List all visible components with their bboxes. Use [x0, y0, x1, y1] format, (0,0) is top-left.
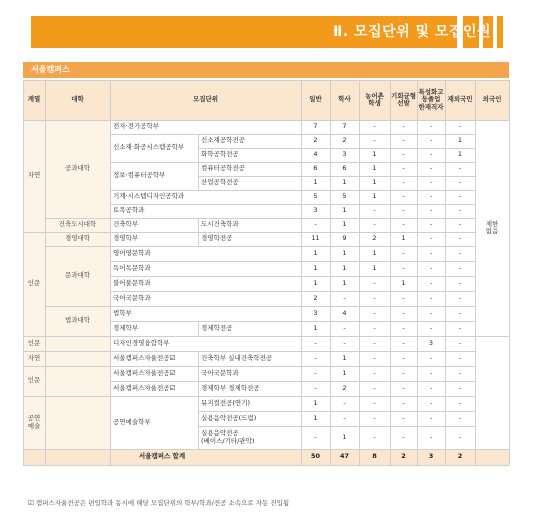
- quota-cell: 1: [301, 261, 330, 276]
- quota-cell: 6: [301, 162, 330, 176]
- grid-line: [110, 381, 198, 382]
- grid-line: [475, 449, 509, 450]
- unit-cell: 서울캠퍼스자율전공☑: [110, 351, 198, 366]
- quota-cell: -: [390, 261, 417, 276]
- quota-cell: 3: [301, 204, 330, 218]
- col-header-quota: 기회균형 선발: [390, 80, 417, 120]
- quota-cell: -: [445, 190, 475, 204]
- quota-cell: 3: [417, 336, 445, 351]
- quota-cell: -: [359, 120, 390, 134]
- quota-cell: -: [445, 204, 475, 218]
- quota-cell: -: [445, 120, 475, 134]
- quota-cell: 1: [330, 426, 359, 449]
- grid-line: [110, 336, 198, 337]
- quota-cell: -: [390, 162, 417, 176]
- major-cell: 실용음악전공(드럼): [198, 411, 301, 426]
- quota-cell: -: [417, 134, 445, 148]
- quota-cell: 1: [330, 351, 359, 366]
- quota-cell: 6: [330, 162, 359, 176]
- quota-cell: -: [417, 176, 445, 190]
- grid-line: [390, 80, 391, 465]
- quota-cell: -: [301, 366, 330, 381]
- quota-cell: -: [390, 134, 417, 148]
- quota-cell: -: [445, 306, 475, 321]
- grid-line: [301, 80, 302, 465]
- grid-line: [110, 321, 198, 322]
- quota-cell: -: [359, 381, 390, 396]
- grid-line: [198, 366, 475, 367]
- quota-cell: -: [301, 351, 330, 366]
- quota-cell: -: [359, 134, 390, 148]
- quota-cell: -: [445, 351, 475, 366]
- grid-line: [198, 204, 475, 205]
- col-header-quota: 농어촌 학생: [359, 80, 390, 120]
- quota-cell: -: [445, 396, 475, 411]
- quota-cell: 1: [359, 176, 390, 190]
- quota-cell: 4: [330, 306, 359, 321]
- quota-cell: -: [445, 411, 475, 426]
- quota-cell: 2: [301, 291, 330, 306]
- grid-line: [23, 465, 509, 466]
- grid-line: [198, 321, 475, 322]
- grid-line: [509, 80, 510, 465]
- quota-cell: 5: [330, 190, 359, 204]
- quota-cell: -: [359, 426, 390, 449]
- grid-line: [110, 291, 198, 292]
- quota-cell: -: [417, 190, 445, 204]
- section-title: Ⅱ. 모집단위 및 모집인원: [333, 24, 491, 40]
- quota-cell: -: [417, 204, 445, 218]
- quota-cell: -: [359, 351, 390, 366]
- unit-cell: 신소재·화공시스템공학부: [110, 134, 198, 162]
- grid-line: [198, 276, 475, 277]
- quota-cell: -: [359, 366, 390, 381]
- grid-line: [110, 162, 198, 163]
- quota-cell: 4: [301, 148, 330, 162]
- grid-line: [23, 336, 45, 337]
- quota-cell: 1: [359, 261, 390, 276]
- grid-line: [198, 351, 199, 366]
- quota-cell: 5: [301, 190, 330, 204]
- quota-cell: -: [330, 321, 359, 336]
- series-cell: 자연: [23, 351, 45, 366]
- major-cell: 경제학전공: [198, 321, 301, 336]
- grid-line: [198, 148, 475, 149]
- grid-line: [198, 190, 475, 191]
- grid-line: [198, 426, 199, 449]
- quota-cell: 1: [330, 218, 359, 232]
- total-value: 8: [359, 449, 390, 465]
- quota-cell: -: [359, 291, 390, 306]
- major-cell: 도시건축학과: [198, 218, 301, 232]
- quota-cell: -: [445, 366, 475, 381]
- grid-line: [23, 366, 45, 367]
- quota-cell: -: [330, 396, 359, 411]
- unit-cell: 공연예술학부: [110, 396, 198, 449]
- major-cell: 실용음악전공 (베이스/기타/관악): [198, 426, 301, 449]
- quota-cell: -: [417, 411, 445, 426]
- grid-line: [110, 449, 198, 450]
- grid-line: [359, 80, 360, 465]
- quota-cell: 1: [359, 190, 390, 204]
- series-cell: 인문: [23, 336, 45, 351]
- quota-cell: -: [417, 276, 445, 291]
- grid-line: [198, 336, 475, 337]
- quota-cell: -: [390, 190, 417, 204]
- quota-cell: 7: [330, 120, 359, 134]
- col-header-quota: 특성화고 등졸업 한재직자: [417, 80, 445, 120]
- grid-line: [198, 134, 199, 148]
- quota-cell: -: [390, 246, 417, 261]
- quota-cell: -: [390, 396, 417, 411]
- grid-line: [110, 204, 198, 205]
- quota-cell: 2: [330, 381, 359, 396]
- grid-line: [110, 218, 198, 219]
- grid-line: [110, 261, 198, 262]
- grid-line: [198, 246, 475, 247]
- quota-cell: -: [445, 232, 475, 246]
- college-cell: 건축도시대학: [45, 218, 110, 232]
- unit-cell: 영어영문학과: [110, 246, 301, 261]
- quota-cell: 1: [330, 261, 359, 276]
- foreign-quota-empty: [475, 336, 509, 449]
- quota-cell: -: [417, 321, 445, 336]
- quota-cell: 1: [330, 276, 359, 291]
- total-value: 3: [417, 449, 445, 465]
- college-cell-empty: [45, 366, 110, 396]
- quota-cell: -: [390, 351, 417, 366]
- grid-line: [198, 366, 199, 381]
- grid-line: [110, 306, 198, 307]
- quota-cell: 2: [330, 134, 359, 148]
- unit-cell: 경제학부: [110, 321, 198, 336]
- grid-line: [45, 232, 110, 233]
- col-header-unit: 모집단위: [110, 80, 301, 120]
- quota-cell: -: [417, 120, 445, 134]
- quota-cell: -: [445, 176, 475, 190]
- grid-line: [475, 80, 476, 465]
- section-header: [31, 16, 501, 48]
- grid-line: [198, 232, 475, 233]
- quota-cell: -: [417, 162, 445, 176]
- quota-cell: -: [390, 148, 417, 162]
- series-cell: 공연 예술: [23, 396, 45, 449]
- unit-cell: 경영학부: [110, 232, 198, 246]
- quota-cell: -: [445, 246, 475, 261]
- col-header-quota: 일반: [301, 80, 330, 120]
- unit-cell: 디자인경영융합학부: [110, 336, 301, 351]
- quota-cell: -: [390, 411, 417, 426]
- quota-cell: 1: [301, 246, 330, 261]
- quota-cell: 1: [330, 176, 359, 190]
- quota-cell: -: [445, 426, 475, 449]
- grid-line: [198, 449, 475, 450]
- total-value: 2: [445, 449, 475, 465]
- quota-cell: -: [417, 232, 445, 246]
- grid-line: [198, 381, 475, 382]
- grid-line: [198, 381, 199, 396]
- quota-cell: 2: [301, 134, 330, 148]
- quota-cell: -: [330, 291, 359, 306]
- grid-line: [110, 80, 111, 465]
- major-cell: 산업공학전공: [198, 176, 301, 190]
- grid-line: [198, 176, 475, 177]
- grid-line: [23, 120, 509, 121]
- grid-line: [23, 80, 24, 465]
- series-cell: 자연: [23, 120, 45, 232]
- grid-line: [198, 134, 475, 135]
- quota-cell: -: [390, 176, 417, 190]
- grid-line: [198, 218, 475, 219]
- major-cell: 뮤지컬전공(연기): [198, 396, 301, 411]
- grid-line: [23, 396, 45, 397]
- college-cell-empty: [45, 351, 110, 366]
- grid-line: [198, 291, 475, 292]
- total-label: 서울캠퍼스 합계: [23, 449, 301, 465]
- major-cell: 신소재공학전공: [198, 134, 301, 148]
- quota-cell: -: [417, 148, 445, 162]
- quota-cell: 1: [330, 246, 359, 261]
- grid-line: [45, 306, 110, 307]
- quota-cell: -: [445, 162, 475, 176]
- unit-cell: 기계·시스템디자인공학과: [110, 190, 301, 204]
- college-cell: 문과대학: [45, 246, 110, 306]
- quota-cell: -: [445, 381, 475, 396]
- quota-cell: 1: [330, 366, 359, 381]
- grid-line: [198, 261, 475, 262]
- col-header-college: 대학: [45, 80, 110, 120]
- foreign-quota-note: 제한 없음: [475, 120, 509, 336]
- col-header-quota: 외국인: [475, 80, 509, 120]
- quota-cell: -: [445, 276, 475, 291]
- quota-cell: -: [417, 351, 445, 366]
- quota-cell: 1: [301, 176, 330, 190]
- grid-line: [198, 148, 199, 162]
- grid-line: [198, 411, 475, 412]
- grid-line: [198, 162, 199, 176]
- grid-line: [198, 396, 475, 397]
- unit-cell: 서울캠퍼스자율전공☑: [110, 366, 198, 381]
- campus-label: 서울캠퍼스: [23, 62, 509, 78]
- quota-cell: -: [445, 321, 475, 336]
- quota-cell: -: [359, 396, 390, 411]
- quota-cell: -: [390, 306, 417, 321]
- quota-cell: 7: [301, 120, 330, 134]
- col-header-series: 계열: [23, 80, 45, 120]
- unit-cell: 불어불문학과: [110, 276, 301, 291]
- quota-cell: -: [390, 381, 417, 396]
- quota-cell: -: [390, 426, 417, 449]
- grid-line: [198, 306, 475, 307]
- grid-line: [23, 351, 45, 352]
- major-cell: 컴퓨터공학전공: [198, 162, 301, 176]
- grid-line: [198, 162, 475, 163]
- grid-line: [198, 232, 199, 246]
- major-cell: 경영학전공: [198, 232, 301, 246]
- grid-line: [198, 426, 475, 427]
- grid-line: [417, 80, 418, 465]
- quota-cell: 9: [330, 232, 359, 246]
- grid-line: [23, 80, 509, 81]
- grid-line: [45, 366, 110, 367]
- quota-cell: -: [301, 426, 330, 449]
- grid-line: [110, 232, 198, 233]
- quota-cell: 1: [359, 148, 390, 162]
- total-value-empty: [475, 449, 509, 465]
- quota-cell: -: [359, 336, 390, 351]
- unit-cell: 국어국문학과: [110, 291, 301, 306]
- grid-line: [110, 396, 198, 397]
- quota-cell: -: [359, 204, 390, 218]
- quota-cell: -: [417, 218, 445, 232]
- unit-cell: 독어독문학과: [110, 261, 301, 276]
- grid-line: [198, 176, 199, 190]
- quota-cell: -: [359, 411, 390, 426]
- major-cell: 건축학부 실내건축학전공: [198, 351, 301, 366]
- grid-line: [45, 218, 110, 219]
- quota-cell: -: [417, 261, 445, 276]
- quota-cell: -: [417, 246, 445, 261]
- quota-cell: -: [417, 426, 445, 449]
- quota-cell: 1: [445, 148, 475, 162]
- major-cell: 국어국문학과: [198, 366, 301, 381]
- quota-cell: -: [445, 261, 475, 276]
- total-value: 47: [330, 449, 359, 465]
- quota-cell: -: [417, 396, 445, 411]
- quota-cell: -: [390, 218, 417, 232]
- quota-cell: 1: [301, 276, 330, 291]
- unit-cell: 법학부: [110, 306, 301, 321]
- quota-cell: -: [417, 366, 445, 381]
- major-cell: 화학공학전공: [198, 148, 301, 162]
- quota-cell: -: [390, 291, 417, 306]
- col-header-quota: 학사: [330, 80, 359, 120]
- grid-line: [198, 411, 199, 426]
- quota-cell: 1: [390, 276, 417, 291]
- quota-cell: 1: [445, 134, 475, 148]
- grid-line: [475, 336, 509, 337]
- series-cell: 인문: [23, 366, 45, 396]
- footnote: ☑ 캠퍼스자율전공은 편입학과 동시에 해당 모집단위의 학부/학과/전공 소속으로 자동 진입됨: [28, 499, 290, 507]
- grid-line: [110, 246, 198, 247]
- college-cell-empty: [45, 336, 110, 351]
- grid-line: [198, 218, 199, 232]
- quota-cell: -: [390, 366, 417, 381]
- quota-cell: 1: [390, 232, 417, 246]
- quota-cell: -: [359, 306, 390, 321]
- quota-cell: 1: [359, 162, 390, 176]
- quota-cell: -: [445, 291, 475, 306]
- grid-line: [198, 396, 199, 411]
- quota-cell: -: [359, 321, 390, 336]
- unit-cell: 토목공학과: [110, 204, 301, 218]
- col-header-quota: 재외국민: [445, 80, 475, 120]
- quota-cell: 11: [301, 232, 330, 246]
- grid-line: [110, 276, 198, 277]
- major-cell: 경제학부 경제학전공: [198, 381, 301, 396]
- grid-line: [23, 232, 45, 233]
- grid-line: [198, 351, 475, 352]
- quota-cell: -: [301, 336, 330, 351]
- grid-line: [45, 351, 110, 352]
- recruitment-table: [23, 80, 509, 490]
- quota-cell: -: [445, 336, 475, 351]
- college-cell: 공과대학: [45, 120, 110, 218]
- grid-line: [45, 246, 110, 247]
- grid-line: [330, 80, 331, 465]
- quota-cell: -: [301, 381, 330, 396]
- unit-cell: 건축학부: [110, 218, 198, 232]
- quota-cell: -: [417, 306, 445, 321]
- college-cell-empty: [45, 396, 110, 449]
- total-value: 2: [390, 449, 417, 465]
- grid-line: [445, 80, 446, 465]
- grid-line: [45, 396, 110, 397]
- grid-line: [110, 190, 198, 191]
- quota-cell: 1: [330, 204, 359, 218]
- quota-cell: 1: [301, 321, 330, 336]
- college-cell: 경영대학: [45, 232, 110, 246]
- grid-line: [198, 321, 199, 336]
- quota-cell: -: [390, 204, 417, 218]
- quota-cell: 1: [301, 411, 330, 426]
- grid-line: [23, 449, 45, 450]
- unit-cell: 전자·전기공학부: [110, 120, 301, 134]
- grid-line: [110, 134, 198, 135]
- unit-cell: 정보·컴퓨터공학부: [110, 162, 198, 190]
- quota-cell: -: [359, 218, 390, 232]
- unit-cell: 서울캠퍼스자율전공☑: [110, 381, 198, 396]
- total-value: 50: [301, 449, 330, 465]
- series-cell: 인문: [23, 232, 45, 336]
- quota-cell: 1: [359, 246, 390, 261]
- quota-cell: -: [359, 276, 390, 291]
- quota-cell: -: [330, 336, 359, 351]
- quota-cell: -: [417, 381, 445, 396]
- quota-cell: -: [390, 336, 417, 351]
- quota-cell: -: [445, 218, 475, 232]
- quota-cell: -: [330, 411, 359, 426]
- quota-cell: 3: [330, 148, 359, 162]
- grid-line: [45, 449, 110, 450]
- grid-line: [110, 366, 198, 367]
- quota-cell: 3: [301, 306, 330, 321]
- quota-cell: -: [390, 120, 417, 134]
- quota-cell: 1: [301, 396, 330, 411]
- quota-cell: 2: [359, 232, 390, 246]
- grid-line: [110, 351, 198, 352]
- quota-cell: -: [417, 291, 445, 306]
- quota-cell: -: [301, 218, 330, 232]
- grid-line: [45, 336, 110, 337]
- grid-line: [45, 80, 46, 465]
- quota-cell: -: [390, 321, 417, 336]
- college-cell: 법과대학: [45, 306, 110, 336]
